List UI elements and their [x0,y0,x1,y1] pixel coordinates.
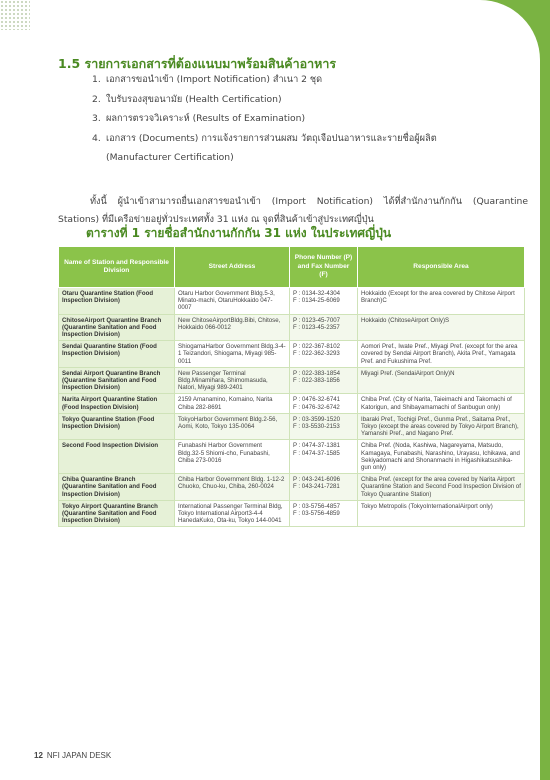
address-cell: New ChitoseAirportBldg.Bibi, Chitose, Hokkaido 066-0012 [175,314,290,341]
area-cell: Chiba Pref. (except for the area covered by Narita Airport Quarantine Station and Second Food Inspection Division of Tokyo Quarantine Station) [358,474,525,501]
item-number: 3. [92,113,101,124]
item-text: ผลการตรวจวิเคราะห์ (Results of Examination) [106,113,306,124]
section-heading: 1.5 รายการเอกสารที่ต้องแนบมาพร้อมสินค้าอาหาร [58,56,337,71]
document-list [92,70,522,168]
area-cell: Aomori Pref., Iwate Pref., Miyagi Pref. (except for the area covered by Sendai Airport Branch), Akita Pref., Yamagata Pref. and Fukushima Pref. [358,341,525,368]
page-number: 12 [34,751,43,760]
table-row [59,413,525,440]
area-cell: Chiba Pref. (Noda, Kashiwa, Nagareyama, Matsudo, Kamagaya, Funabashi, Narashino, Urayasu, Ichikawa, and Sekiyadomachi and Shonanmachi in Higashikatsushika-gun only) [358,440,525,474]
document-item [92,129,522,168]
table-row [59,394,525,413]
table-row [59,440,525,474]
area-cell: Hokkaido (Except for the area covered by Chitose Airport Branch)C [358,288,525,315]
area-cell: Tokyo Metropolis (TokyoInternationalAirport only) [358,500,525,527]
page-footer [34,751,111,760]
station-cell: Tokyo Quarantine Station (Food Inspection Division) [59,413,175,440]
column-header-phone: Phone Number (P) and Fax Number (F) [290,247,358,288]
station-cell: ChitoseAirport Quarantine Branch (Quarantine Sanitation and Food Inspection Division) [59,314,175,341]
item-text: เอกสารขอนำเข้า (Import Notification) สำเนา 2 ชุด [106,74,323,85]
item-number: 4. [92,132,101,144]
area-cell: Ibaraki Pref., Tochigi Pref., Gunma Pref., Saitama Pref., Tokyo (except the areas covered by Tokyo Airport Branch), Yamanshi Pref., and Nagano Pref. [358,413,525,440]
document-item [92,109,522,129]
address-cell: Otaru Harbor Government Bldg.5-3, Minato-machi, OtaruHokkaido 047-0007 [175,288,290,315]
phone-cell: P : 03-5756-4857 F : 03-5756-4859 [290,500,358,527]
station-cell: Chiba Quarantine Branch (Quarantine Sanitation and Food Inspection Division) [59,474,175,501]
table-title: ตารางที่ 1 รายชื่อสำนักงานกักกัน 31 แห่ง ในประเทศญี่ปุ่น [86,226,392,240]
item-text-continued: (Manufacturer Certification) [106,152,234,163]
table-row [59,341,525,368]
phone-cell: P : 0476-32-6741 F : 0476-32-6742 [290,394,358,413]
station-cell: Tokyo Airport Quarantine Branch (Quarantine Sanitation and Food Inspection Division) [59,500,175,527]
item-text: ใบรับรองสุขอนามัย (Health Certification) [106,93,282,105]
station-cell: Sendai Quarantine Station (Food Inspection Division) [59,341,175,368]
document-item [92,90,522,110]
phone-cell: P : 0474-37-1381 F : 0474-37-1585 [290,440,358,474]
phone-cell: P : 043-241-6096 F : 043-241-7281 [290,474,358,501]
footer-label: NFI JAPAN DESK [46,751,112,760]
phone-cell: P : 03-3599-1520 F : 03-5530-2153 [290,413,358,440]
intro-paragraph: ทั้งนี้ ผู้นำเข้าสามารถยื่นเอกสารขอนำเข้า (Import Notification) ได้ที่สำนักงานกักกัน (Quarantine Stations) ที่มีเครือข่ายอยู่ทั่วประเทศทั้ง 31 แห่ง ณ จุดที่สินค้าเข้าสู่ประเทศญี่ปุ่น [58,196,528,226]
document-item [92,70,522,90]
table-row [59,474,525,501]
address-cell: 2159 Amanamino, Komaino, Narita Chiba 282-8691 [175,394,290,413]
table-row [59,314,525,341]
column-header-address: Street Address [175,247,290,288]
station-cell: Otaru Quarantine Station (Food Inspection Division) [59,288,175,315]
item-text: เอกสาร (Documents) การแจ้งรายการส่วนผสม วัตถุเจือปนอาหารและรายชื่อผู้ผลิต [106,132,437,144]
column-header-station: Name of Station and Responsible Division [59,247,175,288]
address-cell: International Passenger Terminal Bldg, Tokyo International Airport3-4-4 HanedaKuko, Ota-ku, Tokyo 144-0041 [175,500,290,527]
table-row [59,288,525,315]
address-cell: TokyoHarbor Government Bldg.2-56, Aomi, Koto, Tokyo 135-0064 [175,413,290,440]
station-cell: Second Food Inspection Division [59,440,175,474]
phone-cell: P : 022-383-1854 F : 022-383-1856 [290,367,358,394]
address-cell: Chiba Harbor Government Bldg. 1-12-2 Chuoko, Chuo-ku, Chiba, 260-0024 [175,474,290,501]
phone-cell: P : 0123-45-7007 F : 0123-45-2357 [290,314,358,341]
quarantine-station-table [58,246,525,527]
item-number: 2. [92,93,101,105]
station-cell: Narita Airport Quarantine Station (Food Inspection Division) [59,394,175,413]
area-cell: Miyagi Pref. (SendaiAirport Only)N [358,367,525,394]
table-row [59,367,525,394]
table-header-row [59,247,525,288]
address-cell: Funabashi Harbor Government Bldg.32-5 Shiomi-cho, Funabashi, Chiba 273-0016 [175,440,290,474]
dot-pattern-decoration [0,0,30,30]
column-header-area: Responsible Area [358,247,525,288]
phone-cell: P : 0134-32-4304 F : 0134-25-6069 [290,288,358,315]
table-row [59,500,525,527]
address-cell: New Passenger Terminal Bldg.Minamihara, Shimomasuda, Natori, Miyagi 989-2401 [175,367,290,394]
phone-cell: P : 022-367-8102 F : 022-362-3293 [290,341,358,368]
address-cell: ShiogamaHarbor Government Bldg.3-4-1 Teizandori, Shiogama, Miyagi 985-0011 [175,341,290,368]
item-number: 1. [92,74,101,85]
area-cell: Hokkaido (ChitoseAirport Only)S [358,314,525,341]
station-cell: Sendai Airport Quarantine Branch (Quarantine Sanitation and Food Inspection Division) [59,367,175,394]
area-cell: Chiba Pref. (City of Narita, Taieimachi and Takomachi of Katorigun, and Shibayamamachi of Sanbugun only) [358,394,525,413]
